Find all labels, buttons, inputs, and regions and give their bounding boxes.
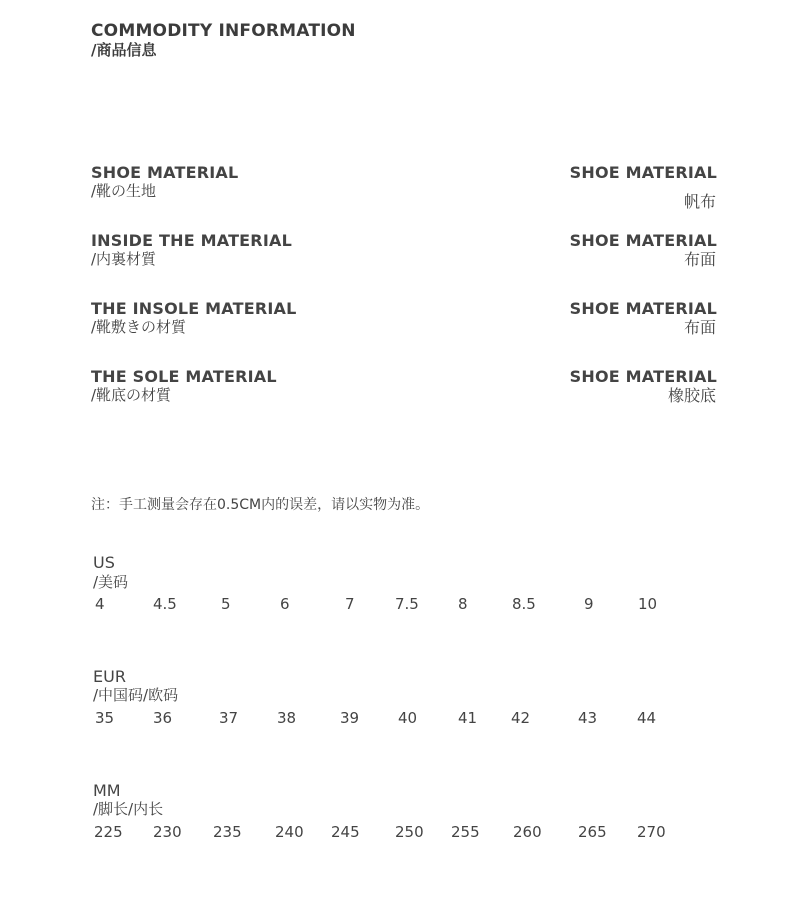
material-value-cn: 帆布 [683, 192, 716, 211]
size-value: 245 [331, 823, 360, 841]
size-label-cn: /中国码/欧码 [93, 686, 179, 704]
size-value: 40 [398, 709, 418, 727]
size-value: 39 [340, 709, 360, 727]
size-value: 265 [578, 823, 607, 841]
material-value: SHOE MATERIAL [569, 231, 717, 250]
material-label-cn: /内裏材質 [91, 250, 157, 268]
size-value: 37 [219, 709, 239, 727]
size-label-cn: /脚长/内长 [93, 800, 164, 818]
size-value: 9 [584, 595, 594, 613]
size-value: 5 [221, 595, 231, 613]
material-label-cn: /靴の生地 [91, 182, 157, 200]
size-value: 6 [280, 595, 290, 613]
size-value: 44 [637, 709, 657, 727]
size-label: US [93, 553, 115, 572]
material-label: THE INSOLE MATERIAL [91, 299, 297, 318]
size-value: 36 [153, 709, 173, 727]
size-value: 8 [458, 595, 468, 613]
size-value: 230 [153, 823, 182, 841]
size-value: 4 [95, 595, 105, 613]
size-value: 235 [213, 823, 242, 841]
size-value: 255 [451, 823, 480, 841]
size-value: 225 [94, 823, 123, 841]
page-title: COMMODITY INFORMATION [91, 21, 356, 41]
material-value: SHOE MATERIAL [569, 163, 717, 182]
size-value: 240 [275, 823, 304, 841]
material-value: SHOE MATERIAL [569, 367, 717, 386]
material-label: SHOE MATERIAL [91, 163, 239, 182]
size-label: MM [93, 781, 121, 800]
size-value: 4.5 [153, 595, 177, 613]
page-subtitle: /商品信息 [91, 41, 157, 59]
size-value: 250 [395, 823, 424, 841]
size-value: 270 [637, 823, 666, 841]
size-label-cn: /美码 [93, 573, 129, 591]
material-label: INSIDE THE MATERIAL [91, 231, 292, 250]
size-value: 260 [513, 823, 542, 841]
size-value: 7 [345, 595, 355, 613]
material-value-cn: 橡胶底 [667, 386, 716, 405]
size-value: 7.5 [395, 595, 419, 613]
material-value: SHOE MATERIAL [569, 299, 717, 318]
size-label: EUR [93, 667, 126, 686]
material-label-cn: /靴底の材質 [91, 386, 172, 404]
size-value: 10 [638, 595, 658, 613]
size-value: 41 [458, 709, 478, 727]
size-value: 35 [95, 709, 115, 727]
size-value: 42 [511, 709, 531, 727]
material-value-cn: 布面 [683, 318, 716, 337]
measurement-note: 注：手工测量会存在0.5CM内的误差，请以实物为准。 [91, 497, 430, 513]
size-value: 43 [578, 709, 598, 727]
material-label: THE SOLE MATERIAL [91, 367, 277, 386]
size-value: 38 [277, 709, 297, 727]
material-value-cn: 布面 [683, 250, 716, 269]
size-value: 8.5 [512, 595, 536, 613]
material-label-cn: /靴敷きの材質 [91, 318, 187, 336]
